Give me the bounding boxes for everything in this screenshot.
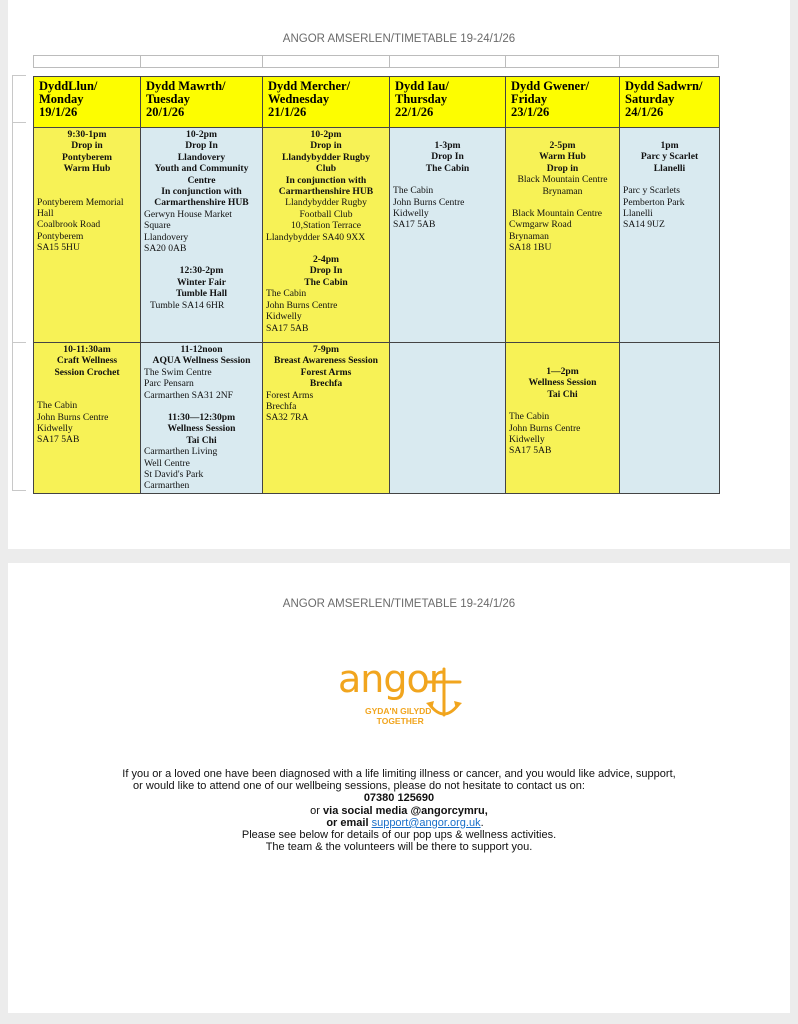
session-cell-tuesday-1: 10-2pm Drop In Llandovery Youth and Community Centre In conjunction with Carmarthenshire HUB Gerwyn House Market Square Llandovery SA20 0AB 12:30-2pm Winter Fair Tumble Hall Tumble SA14 6HR — [141, 128, 263, 343]
social-line: or via social media @angorcymru, — [310, 804, 488, 817]
timetable-row-1 — [34, 128, 720, 343]
session-cell-friday-2: 1—2pm Wellness Session Tai Chi The Cabin John Burns Centre Kidwelly SA17 5AB — [506, 343, 620, 494]
session-cell-thursday-2 — [390, 343, 506, 494]
intro-line-1: If you or a loved one have been diagnosed with a life limiting illness or cancer, and you would like advice, support, — [122, 768, 676, 780]
email-line: or email support@angor.org.uk. — [326, 816, 484, 829]
session-cell-wednesday-2: 7-9pm Breast Awareness Session Forest Arms Brechfa Forest Arms Brechfa SA32 7RA — [263, 343, 390, 494]
session-cell-saturday-1: 1pm Parc y Scarlet Llanelli Parc y Scarlets Pemberton Park Llanelli SA14 9UZ — [620, 128, 720, 343]
session-cell-monday-1: 9:30-1pm Drop in Pontyberem Warm Hub Pontyberem Memorial Hall Coalbrook Road Pontyberem SA15 5HU — [34, 128, 141, 343]
email-link[interactable]: support@angor.org.uk — [371, 816, 481, 829]
day-header-saturday: Dydd Sadwrn/ Saturday 24/1/26 — [620, 77, 720, 128]
session-cell-monday-2: 10-11:30am Craft Wellness Session Crochet The Cabin John Burns Centre Kidwelly SA17 5AB — [34, 343, 141, 494]
intro-line-2: or would like to attend one of our wellbeing sessions, please do not hesitate to contact us on: — [133, 780, 585, 793]
session-cell-thursday-1: 1-3pm Drop In The Cabin The Cabin John Burns Centre Kidwelly SA17 5AB — [390, 128, 506, 343]
angor-logo — [338, 657, 468, 733]
page-title: ANGOR AMSERLEN/TIMETABLE 19-24/1/26 — [282, 33, 516, 45]
timetable — [33, 76, 720, 494]
day-header-tuesday: Dydd Mawrth/ Tuesday 20/1/26 — [141, 77, 263, 128]
logo-tagline: GYDA'N GILYDD TOGETHER — [365, 706, 432, 726]
day-header-monday: DyddLlun/ Monday 19/1/26 — [34, 77, 141, 128]
session-cell-saturday-2 — [620, 343, 720, 494]
info-page — [8, 563, 790, 1013]
day-header-thursday: Dydd Iau/ Thursday 22/1/26 — [390, 77, 506, 128]
session-cell-tuesday-2: 11-12noon AQUA Wellness Session The Swim Centre Parc Pensarn Carmarthen SA31 2NF 11:30—12:30pm Wellness Session Tai Chi Carmarthen Living Well Centre St David's Park Carmarthen — [141, 343, 263, 494]
page-title: ANGOR AMSERLEN/TIMETABLE 19-24/1/26 — [282, 598, 516, 610]
day-header-wednesday: Dydd Mercher/ Wednesday 21/1/26 — [263, 77, 390, 128]
side-margin-column — [12, 75, 26, 491]
support-line: The team & the volunteers will be there to support you. — [265, 841, 533, 854]
logo-wordmark: angor — [338, 657, 444, 701]
phone-number: 07380 125690 — [363, 792, 435, 805]
session-cell-wednesday-1: 10-2pm Drop in Llandybydder Rugby Club In conjunction with Carmarthenshire HUB Llandybydder Rugby Football Club 10,Station Terrace Llandybydder SA40 9XX 2-4pm Drop In The Cabin The Cabin John Burns Centre Kidwelly SA17 5AB — [263, 128, 390, 343]
day-header-friday: Dydd Gwener/ Friday 23/1/26 — [506, 77, 620, 128]
blank-table-row — [33, 55, 719, 68]
timetable-page — [8, 0, 790, 549]
contact-text — [8, 768, 790, 853]
timetable-row-2 — [34, 343, 720, 494]
details-line: Please see below for details of our pop ups & wellness activities. — [241, 829, 557, 842]
day-header-row — [34, 77, 720, 128]
session-cell-friday-1: 2-5pm Warm Hub Drop in Black Mountain Centre Brynaman Black Mountain Centre Cwmgarw Road Brynaman SA18 1BU — [506, 128, 620, 343]
